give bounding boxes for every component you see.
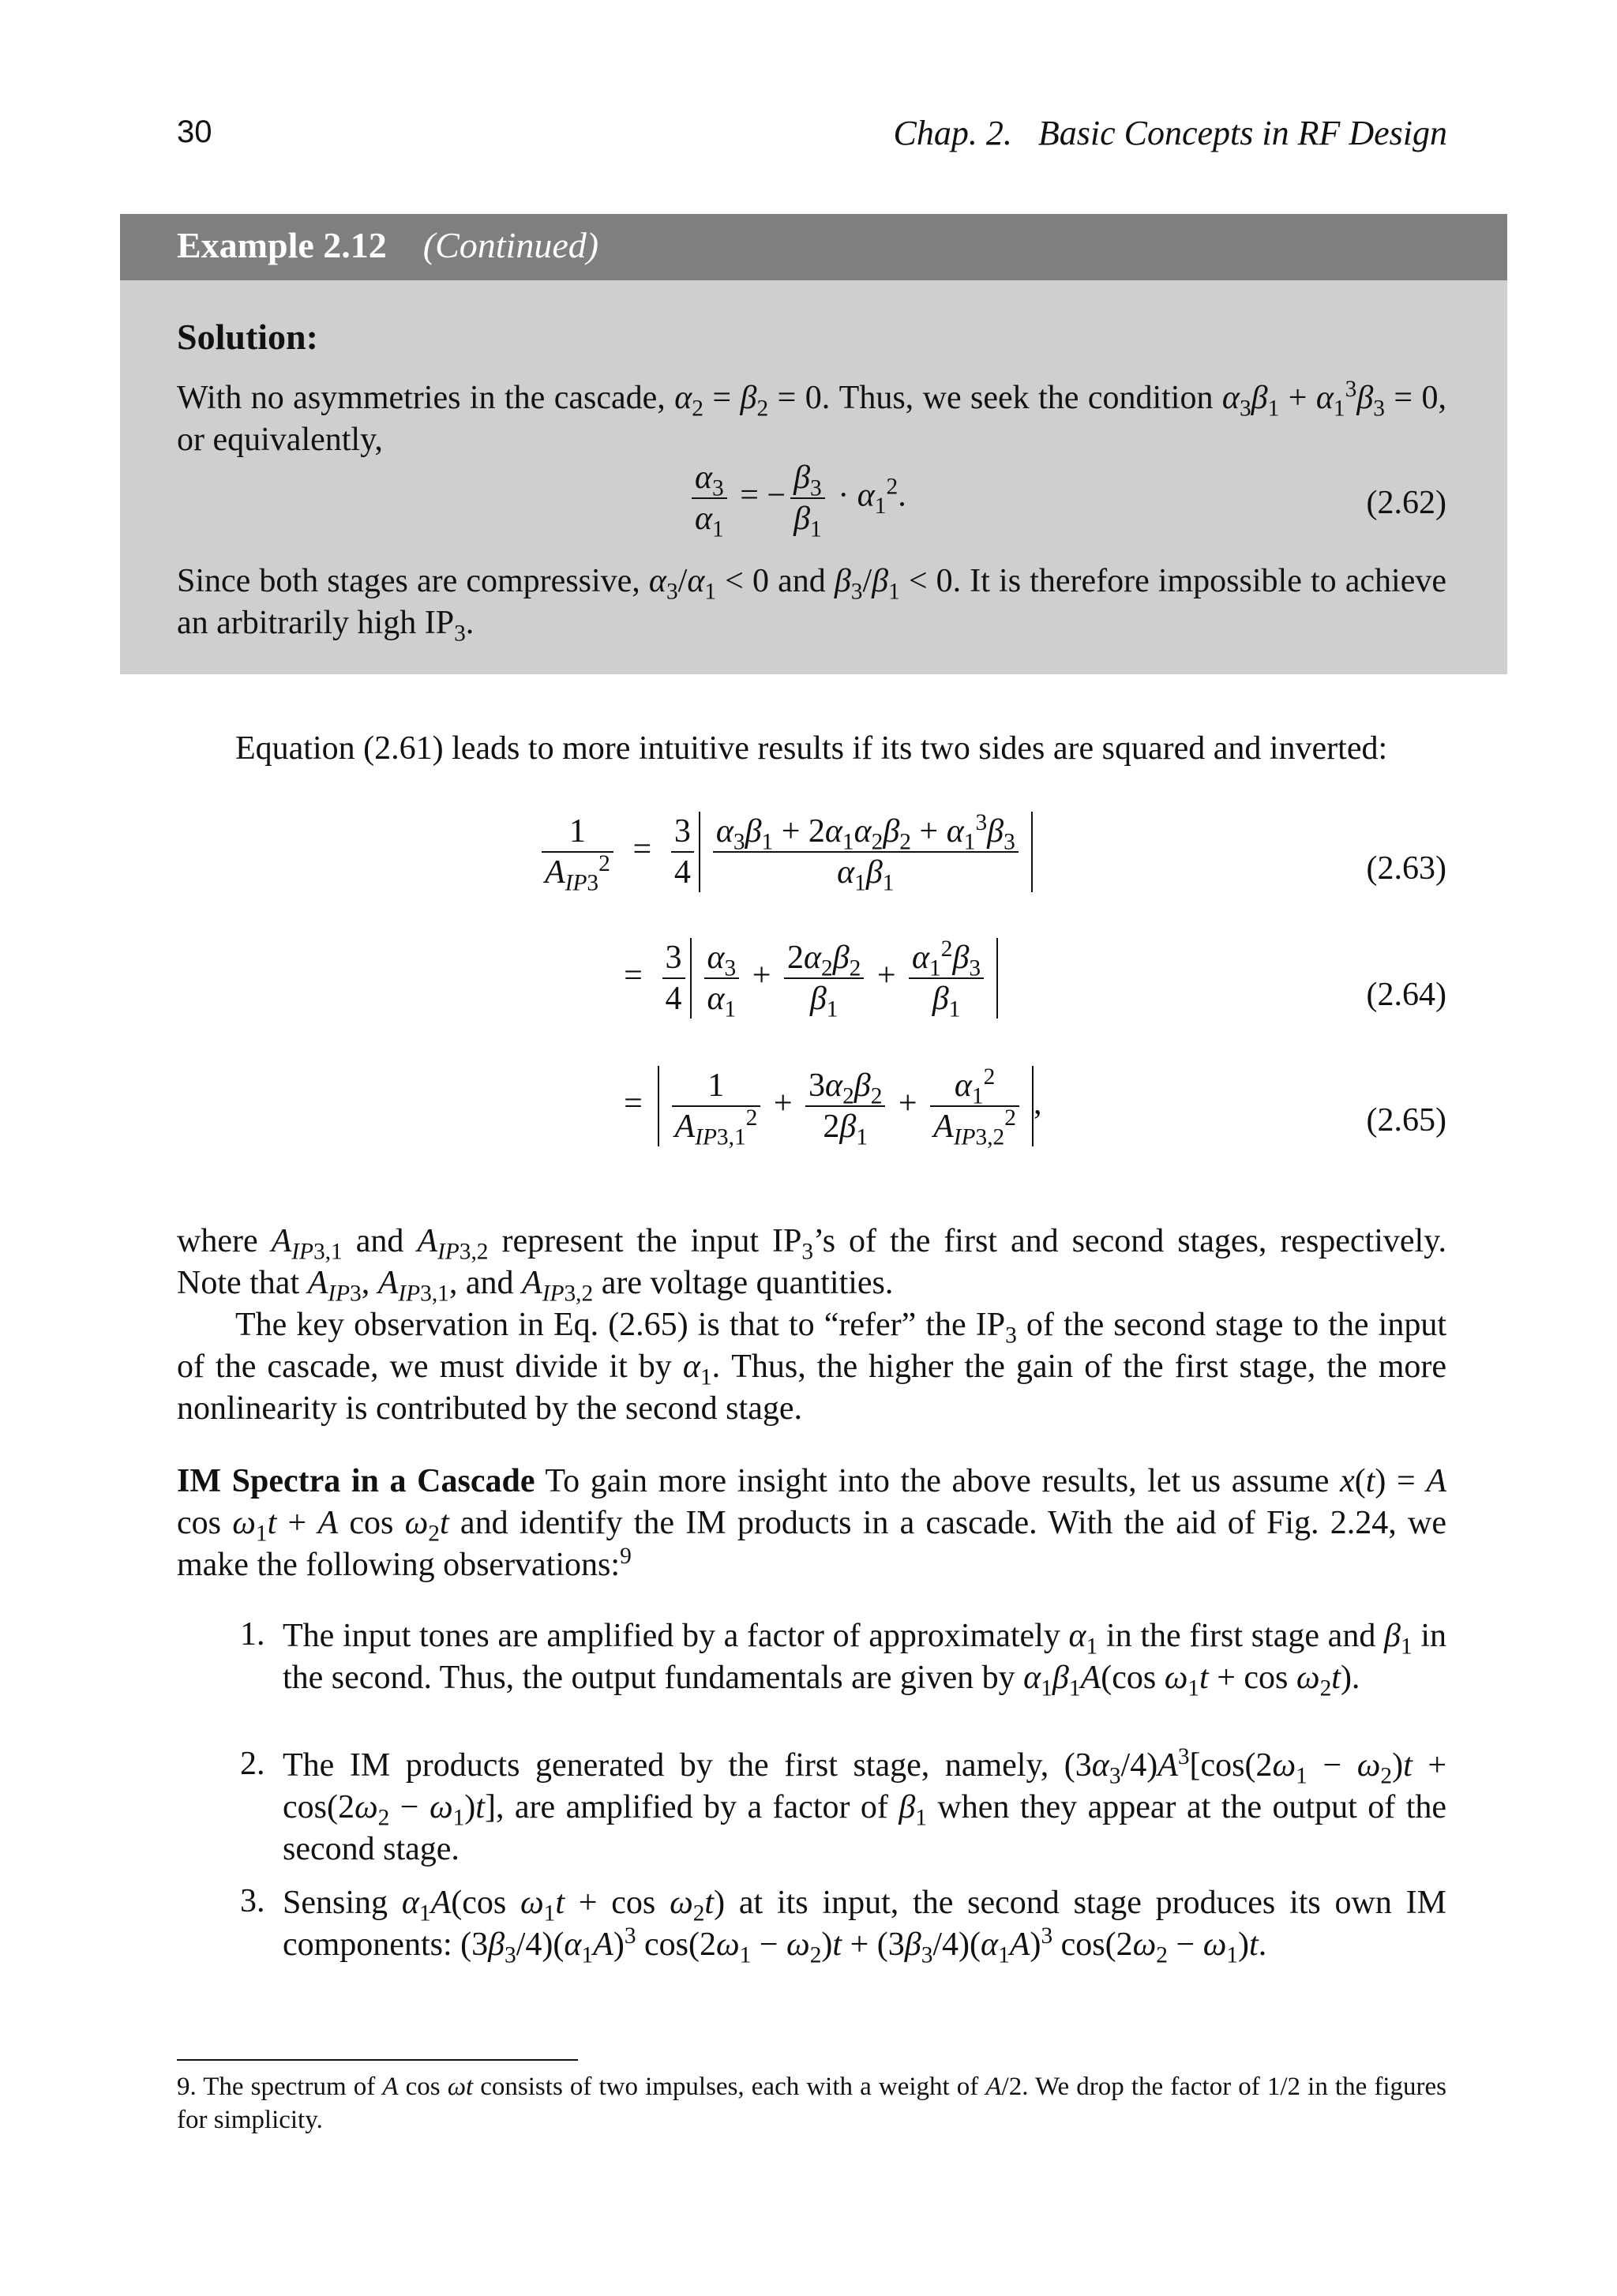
intro-paragraph: Equation (2.61) leads to more intuitive results if its two sides are squared and inverted: [235,730,1388,767]
solution-paragraph-2: Since both stages are compressive, $\alpha_3/\alpha_1 < 0$ and $\beta_3/\beta_1 < 0$. It is therefore impossible to achieve an arbitrarily high $IP_3$. [177,563,1446,647]
equation-number-2-62: (2.62) [1366,485,1446,521]
list-number-2: 2. [240,1746,265,1782]
im-spectra-paragraph: IM Spectra in a Cascade To gain more insight into the above results, let us assume x(t) = A $\cos \omega_1t + A$ $\cos \omega_2t$ and identify the IM products in a cascade. With the aid of Fig. 2.24, we make the following observations:$^9$ [177,1463,1447,1583]
list-item-3: Sensing $\alpha_1A(\cos$ $\omega_1t + \cos \omega_2t$) at its input, the second stage produces its own IM components: $(3\beta_3/4)(\alpha_1A)^3$ $\cos(2\omega_1 - \omega_2)t + (3\beta_3/4)(\alpha_1A)^3$ $\cos(2\omega_2 - \omega_1)t$. [283,1885,1446,1968]
equation-number-2-63: (2.63) [1366,850,1446,887]
equation-number-2-65: (2.65) [1366,1102,1446,1139]
list-number-1: 1. [240,1616,265,1653]
where-paragraph: where $A_{IP3,1}$ and $A_{IP3,2}$ represent the input $IP_3’s$ of the first and second stages, respectively. Note that $A_{IP3}$, $A_{IP3,1}$, and $A_{IP3,2}$ are voltage quantities. The key observation in Eq. (2.65) is that to “refer” the $IP_3$ of the second stage to the input of the cascade, we must divide it by $\alpha_1$. Thus, the higher the gain of the first stage, the more nonlinearity is contributed by the second stage. [177,1223,1447,1427]
example-status: (Continued) [422,225,599,265]
solution-paragraph-1: With no asymmetries in the cascade, $\alpha_2 = \beta_2 = 0$. Thus, we seek the condition $\alpha_3\beta_1 + \alpha_1^3\beta_3 = 0$, or equivalently, [177,377,1446,458]
footnote-rule [177,2059,578,2061]
list-item-1: The input tones are amplified by a factor of approximately $\alpha_1$ in the first stage and $\beta_1$ in the second. Thus, the output fundamentals are given by $\alpha_1\beta_1A(\cos$ $\omega_1t + \cos \omega_2t$). [283,1618,1446,1701]
im-spectra-heading: IM Spectra in a Cascade [177,1463,535,1499]
equation-2-62: $\frac{\alpha_3}{\alpha_1}$ = − $\frac{\beta_3}{\beta_1}$ · $\alpha_1^2$. [687,458,906,538]
page-number: 30 [177,114,212,149]
equation-number-2-64: (2.64) [1366,977,1446,1013]
running-head: Chap. 2. Basic Concepts in RF Design [893,114,1447,152]
solution-heading: Solution: [177,317,318,357]
equation-2-65: = $\frac{1}{A_{IP3,1}^2}$ + $\frac{3\alpha_2\beta_2}{2\beta_1}$ + $\frac{\alpha_1^2}{A_{IP3,2}^2}$ , [624,1064,1042,1150]
list-item-2: The IM products generated by the first stage, namely, $(3\alpha_3/4)A^3[\cos(2\omega_1 - \omega_2)t + \cos(2\omega_2 - \omega_1)t]$, are amplified by a factor of $\beta_1$ when they appear at the output of the second stage. [283,1744,1447,1867]
footnote: 9. The spectrum of A cos ωt consists of two impulses, each with a weight of A/2. We drop the factor of 1/2 in the figures for simplicity. [177,2073,1446,2134]
equation-2-63: $\frac{1}{A_{IP3}^2}$ = $\frac{3}{4}$ $\frac{\alpha_3\beta_1 + 2\alpha_1\alpha_2\beta_2 + \alpha_1^3\beta_3}{\alpha_1\beta_1}$ [537,812,1033,892]
equation-2-64: = $\frac{3}{4}$ $\frac{\alpha_3}{\alpha_1}$ + $\frac{2\alpha_2\beta_2}{\beta_1}$ + $\frac{\alpha_1^2\beta_3}{\beta_1}$ [617,938,998,1019]
example-label: Example 2.12 [177,225,387,265]
list-number-3: 3. [240,1883,265,1919]
example-title [177,224,598,266]
